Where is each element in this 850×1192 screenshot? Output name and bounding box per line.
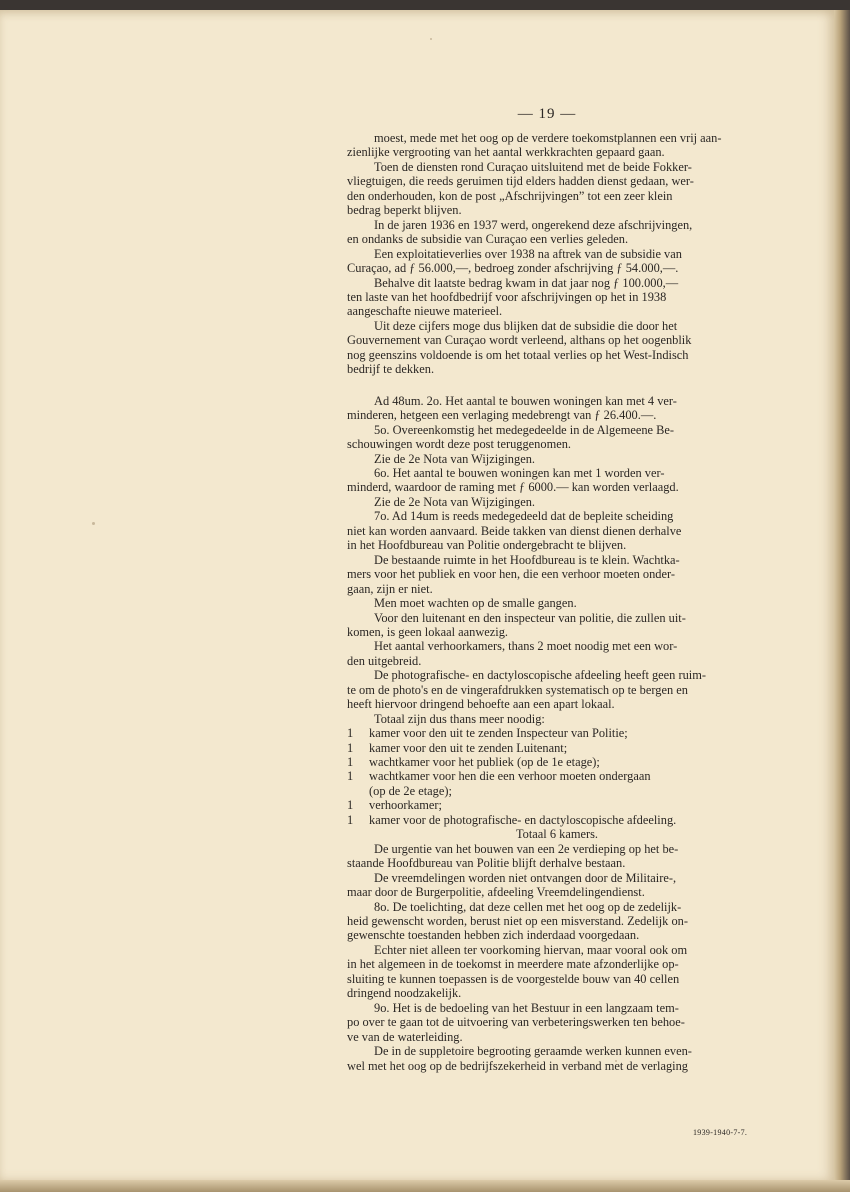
text-line: ve van de waterleiding.: [347, 1029, 463, 1044]
text-line: 9o. Het is de bedoeling van het Bestuur in een langzaam tem-: [374, 1000, 679, 1015]
text-line: Uit deze cijfers moge dus blijken dat de subsidie die door het: [374, 318, 678, 333]
list-item-number: 1: [347, 726, 354, 741]
centered-line: [347, 827, 767, 841]
page-edge-right: [834, 10, 850, 1192]
text-line: Behalve dit laatste bedrag kwam in dat jaar nog ƒ 100.000,—: [374, 275, 679, 290]
text-line: maar door de Burgerpolitie, afdeeling Vreemdelingendienst.: [347, 885, 645, 900]
paragraph: [347, 509, 767, 552]
paragraph: [347, 611, 767, 640]
footer-code: 1939-1940-7-7.: [693, 1128, 748, 1137]
text-line: mers voor het publiek en voor hen, die een verhoor moeten onder-: [347, 567, 675, 582]
paragraph: [347, 1044, 767, 1073]
text-line: 8o. De toelichting, dat deze cellen met het oog op de zedelijk-: [374, 899, 682, 914]
text-line: In de jaren 1936 en 1937 werd, ongerekend deze afschrijvingen,: [374, 217, 693, 232]
paragraph: [347, 452, 767, 466]
room-list: [347, 726, 767, 827]
list-item-number: 1: [347, 798, 354, 813]
text-line: moest, mede met het oog op de verdere toekomstplannen een vrij aan-: [374, 131, 722, 145]
list-item: [347, 741, 767, 755]
text-line: bedrijf te dekken.: [347, 362, 435, 377]
paragraph: [347, 247, 767, 276]
document-page: [0, 10, 834, 1180]
list-item-text: verhoorkamer;: [369, 798, 442, 813]
text-line: Totaal 6 kamers.: [515, 827, 599, 842]
text-line: den onderhouden, kon de post „Afschrijvingen” tot een zeer klein: [347, 188, 673, 203]
paragraph: [347, 160, 767, 218]
text-line: 6o. Het aantal te bouwen woningen kan met 1 worden ver-: [374, 465, 665, 480]
paragraph: [347, 495, 767, 509]
text-line: po over te gaan tot de uitvoering van verbeteringswerken ten behoe-: [347, 1015, 685, 1030]
text-line: staande Hoofdbureau van Politie blijft derhalve bestaan.: [347, 856, 626, 871]
body-text: [347, 131, 767, 1073]
text-line: gaan, zijn er niet.: [347, 581, 433, 596]
text-line: in het algemeen in de toekomst in meerdere mate afzonderlijke op-: [347, 957, 679, 972]
text-line: De photografische- en dactyloscopische afdeeling heeft geen ruim-: [374, 668, 706, 683]
section-gap: [347, 377, 767, 394]
paragraph: [347, 466, 767, 495]
paragraph: [347, 276, 767, 319]
text-line: aangeschafte nieuwe materieel.: [347, 304, 503, 319]
text-line: De vreemdelingen worden niet ontvangen door de Militaire-,: [374, 870, 677, 885]
list-item-text: kamer voor den uit te zenden Luitenant;: [369, 740, 568, 755]
text-line: komen, is geen lokaal aanwezig.: [347, 624, 509, 639]
text-line: sluiting te kunnen toepassen is de voorgestelde bouw van 40 cellen: [347, 971, 680, 986]
list-item-number: 1: [347, 769, 354, 784]
text-line: Men moet wachten op de smalle gangen.: [374, 596, 577, 611]
text-line: Ad 48um. 2o. Het aantal te bouwen woningen kan met 4 ver-: [374, 393, 677, 408]
text-line: Echter niet alleen ter voorkoming hiervan, maar vooral ook om: [374, 942, 688, 957]
text-line: Voor den luitenant en den inspecteur van politie, die zullen uit-: [374, 610, 686, 625]
list-item-number: 1: [347, 812, 354, 827]
text-line: 7o. Ad 14um is reeds medegedeeld dat de bepleite scheiding: [374, 509, 674, 524]
paragraph: [347, 842, 767, 871]
paper-speck: [615, 1060, 617, 1062]
paragraph: [347, 668, 767, 711]
paragraph: [347, 319, 767, 377]
text-line: minderen, hetgeen een verlaging medebrengt van ƒ 26.400.—.: [347, 408, 657, 423]
text-line: minderd, waardoor de raming met ƒ 6000.— kan worden verlaagd.: [347, 480, 679, 495]
list-item: [347, 798, 767, 812]
list-item-number: [347, 784, 369, 798]
paragraph: [347, 218, 767, 247]
text-line: te om de photo's en de vingerafdrukken systematisch op te bergen en: [347, 682, 688, 697]
text-line: De bestaande ruimte in het Hoofdbureau is te klein. Wachtka-: [374, 552, 680, 567]
paragraph: [347, 423, 767, 452]
text-line: heid gewenscht worden, berust niet op een misverstand. Zedelijk on-: [347, 914, 688, 929]
text-line: den uitgebreid.: [347, 653, 422, 668]
text-line: Het aantal verhoorkamers, thans 2 moet noodig met een wor-: [374, 639, 678, 654]
paragraph: [347, 596, 767, 610]
paragraph: [347, 712, 767, 726]
list-item-text: kamer voor de photografische- en dactyloscopische afdeeling.: [369, 812, 677, 827]
list-item-text: wachtkamer voor hen die een verhoor moeten ondergaan: [369, 769, 651, 784]
text-line: Curaçao, ad ƒ 56.000,—, bedroeg zonder afschrijving ƒ 54.000,—.: [347, 261, 679, 276]
paragraph: [347, 900, 767, 943]
paragraph: [347, 553, 767, 596]
paper-speck: [430, 38, 432, 40]
list-item: [347, 726, 767, 740]
text-line: De urgentie van het bouwen van een 2e verdieping op het be-: [374, 841, 679, 856]
text-line: schouwingen wordt deze post teruggenomen.: [347, 437, 572, 452]
list-item: [347, 813, 767, 827]
text-line: nog geenszins voldoende is om het totaal verlies op het West-Indisch: [347, 347, 689, 362]
paragraph: [347, 871, 767, 900]
text-line: Totaal zijn dus thans meer noodig:: [374, 711, 545, 726]
list-item-number: 1: [347, 755, 354, 770]
page-edge-bottom: [0, 1180, 850, 1192]
text-line: in het Hoofdbureau van Politie ondergebracht te blijven.: [347, 538, 627, 553]
text-line: Gouvernement van Curaçao wordt verleend, althans op het oogenblik: [347, 333, 692, 348]
text-line: De in de suppletoire begrooting geraamde werken kunnen even-: [374, 1044, 692, 1059]
text-line: vliegtuigen, die reeds geruimen tijd elders hadden dienst gedaan, wer-: [347, 174, 694, 189]
page-number: — 19 —: [517, 106, 577, 122]
list-item-number: 1: [347, 740, 354, 755]
paper-speck: [92, 522, 95, 525]
text-line: niet kan worden aanvaard. Beide takken van dienst dienen derhalve: [347, 523, 682, 538]
text-line: en ondanks de subsidie van Curaçao een verlies geleden.: [347, 232, 629, 247]
paragraph: [347, 1001, 767, 1044]
text-line: zienlijke vergrooting van het aantal werkkrachten gepaard gaan.: [347, 145, 665, 160]
list-item: [347, 769, 767, 783]
list-item: [347, 755, 767, 769]
list-item: [347, 784, 767, 798]
paragraph: [347, 943, 767, 1001]
text-line: gewenschte toestanden hebben zich inderdaad voorgedaan.: [347, 928, 640, 943]
text-line: Zie de 2e Nota van Wijzigingen.: [374, 451, 535, 466]
list-item-text: wachtkamer voor het publiek (op de 1e etage);: [369, 755, 600, 770]
list-item-text: (op de 2e etage);: [369, 783, 452, 798]
text-line: heeft hiervoor dringend behoefte aan een apart lokaal.: [347, 697, 615, 712]
text-line: Toen de diensten rond Curaçao uitsluitend met de beide Fokker-: [374, 159, 692, 174]
paragraph: [347, 639, 767, 668]
text-line: wel met het oog op de bedrijfszekerheid in verband met de verlaging: [347, 1058, 688, 1073]
list-item-text: kamer voor den uit te zenden Inspecteur van Politie;: [369, 726, 628, 741]
text-line: Zie de 2e Nota van Wijzigingen.: [374, 494, 535, 509]
paragraph: [347, 131, 767, 160]
paragraph: [347, 394, 767, 423]
text-line: dringend noodzakelijk.: [347, 986, 462, 1001]
text-line: bedrag beperkt blijven.: [347, 203, 462, 218]
text-line: 5o. Overeenkomstig het medegedeelde in de Algemeene Be-: [374, 422, 675, 437]
text-line: ten laste van het hoofdbedrijf voor afschrijvingen op het in 1938: [347, 289, 667, 304]
text-line: Een exploitatieverlies over 1938 na aftrek van de subsidie van: [374, 246, 682, 261]
